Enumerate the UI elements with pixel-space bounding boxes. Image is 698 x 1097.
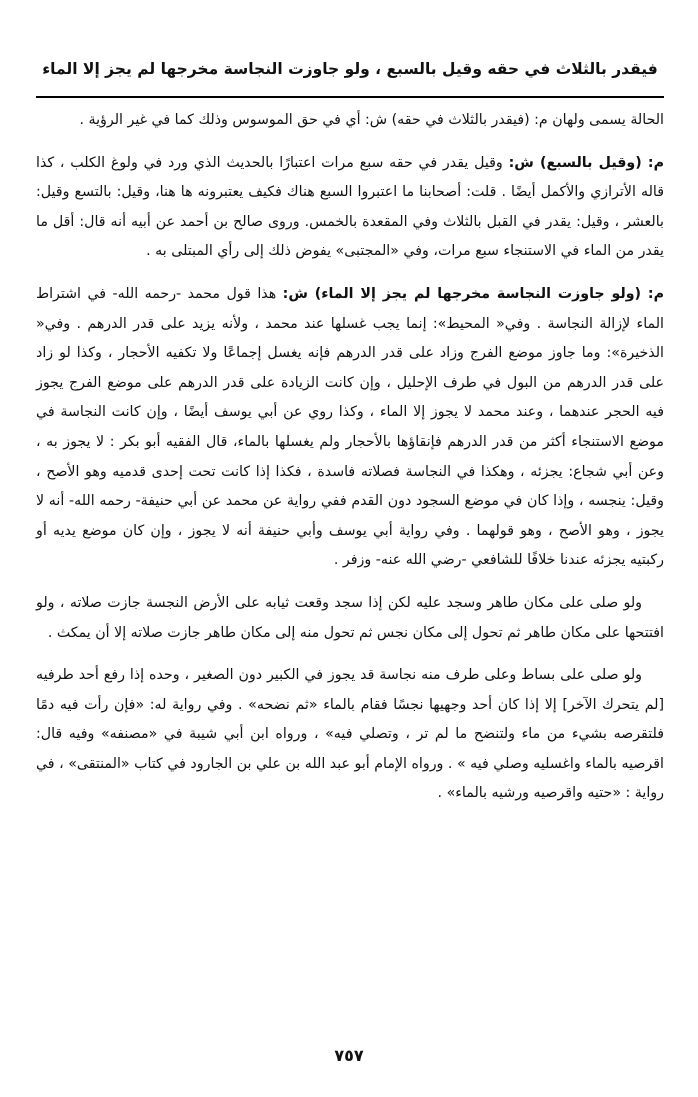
paragraph-text: هذا قول محمد -رحمه الله- في اشتراط الماء لإزالة النجاسة . وفي« المحيط»: إنما يجب غسلها عند محمد ، ولأنه يزيد على قدر الدرهم . وفي« الذخيرة»: وما جاوز موضع الفرج وزاد على قدر الدرهم فإنه يغسل إجماعًا ولا تكفيه الأحجار ، وكذا لو زاد على قدر الدرهم من البول في طرف الإحليل ، وإن كانت الزيادة على قدر الدرهم على موضع الفرج يجوز فيه الحجر عندهما ، وعند محمد لا يجوز إلا الماء ، وكذا روي عن أبي يوسف أيضًا ، وإن كانت النجاسة في موضع الاستنجاء أكثر من قدر الدرهم فإنقاؤها بالأحجار ولم يغسلها بالماء، قال الفقيه أبو بكر : لا يجوز به ، وعن أبي شجاع: يجزئه ، وهكذا في النجاسة فصلاته فاسدة ، فكذا إذا كانت تحت إحدى قدميه وهو الأصح ، وقيل: ينجسه ، وإذا كان في موضع السجود دون القدم ففي رواية عن محمد عن أبي حنيفة- رحمه الله- أنه لا يجوز ، وهو الأصح ، وهو قولهما . وفي رواية أبي يوسف وأبي حنيفة أنه لا يجوز ، وإن كان موضع يديه أو ركبتيه يجزئه عندنا خلافًا للشافعي -رضي الله عنه- وزفر . bbox=[36, 285, 664, 569]
paragraph-text: وقيل يقدر في حقه سبع مرات اعتبارًا بالحديث الذي ورد في ولوغ الكلب ، كذا قاله الأترازي والأكمل أيضًا . قلت: أصحابنا ما اعتبروا السبع هناك فكيف يعتبرونه ها هنا، وقيل: بالتسع وقيل: بالعشر ، وقيل: يقدر في القبل بالثلاث وفي المقعدة بالخمس. وروى صالح بن أحمد عن أبيه أنه قال: أقل ما يقدر من الماء في الاستنجاء سبع مرات، وفي «المجتبى» يفوض ذلك إلى رأي المبتلى به . bbox=[36, 154, 664, 260]
paragraph-lead: م: (ولو جاوزت النجاسة مخرجها لم يجز إلا الماء) ش: bbox=[282, 285, 664, 302]
header-divider bbox=[36, 96, 664, 98]
paragraph-text: الحالة يسمى ولهان م: (فيقدر بالثلاث في حقه) ش: أي في حق الموسوس وذلك كما في غير الرؤية . bbox=[79, 112, 664, 128]
paragraph bbox=[36, 589, 664, 648]
running-header: فيقدر بالثلاث في حقه وقيل بالسبع ، ولو جاوزت النجاسة مخرجها لم يجز إلا الماء bbox=[42, 60, 658, 78]
page-body bbox=[36, 106, 664, 809]
paragraph bbox=[36, 280, 664, 576]
paragraph bbox=[36, 106, 664, 136]
paragraph bbox=[36, 661, 664, 809]
page-number: ٧٥٧ bbox=[334, 1046, 364, 1065]
paragraph-lead: م: (وقيل بالسبع) ش: bbox=[508, 154, 664, 171]
paragraph-text: ولو صلى على مكان طاهر وسجد عليه لكن إذا سجد وقعت ثيابه على الأرض النجسة جازت صلاته ، ولو افتتحها على مكان طاهر ثم تحول إلى مكان نجس ثم تحول منه إلى مكان طاهر جازت صلاته إلا أن يمكث . bbox=[36, 594, 664, 641]
paragraph-text: ولو صلى على بساط وعلى طرف منه نجاسة قد يجوز في الكبير دون الصغير ، وحده إذا رفع أحد طرفيه [لم يتحرك الآخر] إلا إذا كان أحد وجهيها نجسًا فقام بالماء «ثم نضحه» . وفي رواية له: «فإن رأت فيه دمًا فلتقرصه بشيء من ماء ولتنضح ما لم تر ، وتصلي فيه» ، ورواه ابن أبي شيبة في «مصنفه» وفيه قال: اقرصيه بالماء واغسليه وصلي فيه » . ورواه الإمام أبو عبد الله بن علي بن الجارود في كتاب «المنتقى» ، في رواية : «حتيه واقرصيه ورشيه بالماء» . bbox=[35, 667, 664, 802]
paragraph bbox=[36, 149, 664, 267]
